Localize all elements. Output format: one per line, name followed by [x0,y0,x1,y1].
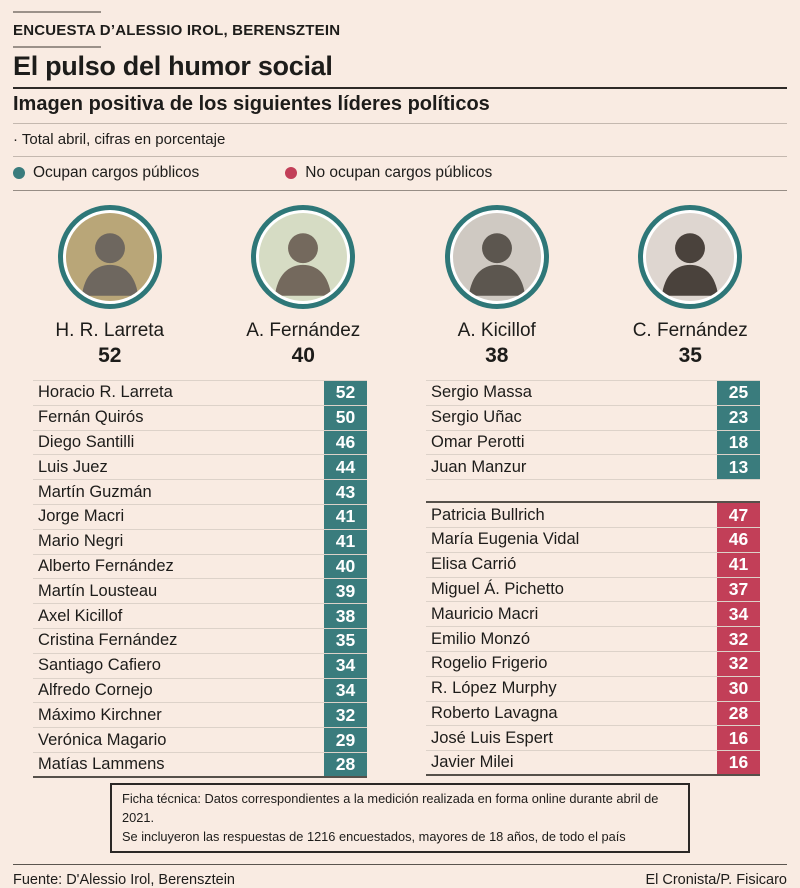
legend [13,157,787,190]
list-row [33,555,367,580]
politician-name: Elisa Carrió [431,555,517,574]
list-row [33,579,367,604]
list-row [33,505,367,530]
leader-name: H. R. Larreta [55,320,165,341]
value-box: 34 [717,602,760,626]
kicker: ENCUESTA D’ALESSIO IROL, BERENSZTEIN [13,22,341,39]
value-box: 52 [324,381,367,405]
featured-card [13,198,207,368]
person-silhouette-icon [646,213,734,301]
value-box: 34 [324,679,367,703]
featured-leaders [13,198,787,368]
left-column [33,380,367,778]
list-row [33,431,367,456]
list-row [426,702,760,727]
leader-name: C. Fernández [632,320,748,341]
value-box: 43 [324,480,367,504]
politician-name: Sergio Uñac [431,408,522,427]
value-box: 41 [324,530,367,554]
kicker-underline [13,46,101,48]
legend-item-not-in-office [285,164,492,182]
politician-name: Mario Negri [38,532,124,551]
value-box: 40 [324,555,367,579]
politician-name: Verónica Magario [38,730,167,749]
featured-card [594,198,788,368]
politician-name: Juan Manzur [431,457,527,476]
list-row [426,726,760,751]
avatar [58,205,162,309]
value-box: 37 [717,578,760,602]
list-not-in-office [426,501,760,776]
value-box: 32 [324,703,367,727]
person-silhouette-icon [66,213,154,301]
politician-name: Martín Lousteau [38,581,158,600]
person-silhouette-icon [453,213,541,301]
politician-name: Emilio Monzó [431,629,531,648]
list-row [33,381,367,406]
politician-name: Omar Perotti [431,432,525,451]
chart-subtitle: Imagen positiva de los siguientes líderes políticos [13,93,490,115]
value-box: 13 [717,455,760,479]
list-row [33,455,367,480]
value-box: 34 [324,654,367,678]
value-box: 35 [324,629,367,653]
politician-name: Máximo Kirchner [38,705,162,724]
technical-note-line1: Ficha técnica: Datos correspondientes a la medición realizada en forma online durante abril de 2021. [122,790,659,825]
value-box: 41 [717,553,760,577]
politician-name: Martín Guzmán [38,482,152,501]
politician-name: Miguel Á. Pichetto [431,579,564,598]
value-box: 16 [717,726,760,750]
politician-name: Sergio Massa [431,383,532,402]
value-box: 29 [324,728,367,752]
list-row [33,480,367,505]
legend-item-in-office [13,164,199,182]
publisher-credit: El Cronista/P. Fisicaro [645,872,787,888]
list-row [426,677,760,702]
leader-name: A. Fernández [246,320,361,341]
list-row [426,528,760,553]
leader-value: 38 [485,344,509,367]
value-box: 16 [717,751,760,774]
value-box: 32 [717,652,760,676]
red-dot-icon [285,167,297,179]
politician-name: José Luis Espert [431,728,553,747]
avatar [251,205,355,309]
list-row [33,728,367,753]
list-row [426,652,760,677]
top-rule [13,11,101,13]
politician-name: Axel Kicillof [38,606,123,625]
legend-label: Ocupan cargos públicos [33,164,200,181]
list-row [33,530,367,555]
list-row [426,431,760,456]
politician-name: Jorge Macri [38,507,125,526]
teal-dot-icon [13,167,25,179]
list-in-office-right [426,380,760,480]
list-row [33,753,367,778]
list-row [426,381,760,406]
leader-name: A. Kicillof [457,320,536,341]
list-row [426,751,760,776]
value-box: 32 [717,627,760,651]
technical-note-line2: Se incluyeron las respuestas de 1216 encuestados, mayores de 18 años, de todo el país [122,829,626,845]
politician-name: Alberto Fernández [38,556,174,575]
portrait-photo [66,213,154,301]
list-row [426,578,760,603]
list-row [426,503,760,528]
politician-name: Luis Juez [38,457,108,476]
list-row [426,627,760,652]
infographic-page [0,11,800,888]
divider [13,190,787,191]
value-box: 23 [717,406,760,430]
value-box: 46 [717,528,760,552]
value-box: 25 [717,381,760,405]
avatar [638,205,742,309]
list-row [33,604,367,629]
list-row [426,553,760,578]
list-row [33,629,367,654]
politician-name: Javier Milei [431,753,514,772]
list-row [426,602,760,627]
technical-note-box [110,783,690,854]
list-row [33,703,367,728]
list-row [33,406,367,431]
list-gap [426,480,760,501]
list-row [33,654,367,679]
leader-value: 40 [291,344,315,367]
value-box: 46 [324,431,367,455]
politician-name: Alfredo Cornejo [38,680,153,699]
page-title: El pulso del humor social [13,51,333,81]
leader-value: 52 [98,344,122,367]
politician-name: Rogelio Frigerio [431,654,548,673]
featured-card [207,198,401,368]
legend-label: No ocupan cargos públicos [305,164,493,181]
politician-name: Matías Lammens [38,754,165,773]
politician-name: Cristina Fernández [38,631,178,650]
politician-name: Mauricio Macri [431,604,539,623]
featured-card [400,198,594,368]
value-box: 50 [324,406,367,430]
list-row [426,406,760,431]
source-credit: Fuente: D'Alessio Irol, Berensztein [13,872,235,888]
politician-name: Horacio R. Larreta [38,383,173,402]
value-box: 47 [717,503,760,527]
leader-value: 35 [678,344,702,367]
value-box: 39 [324,579,367,603]
value-box: 38 [324,604,367,628]
footer [13,864,787,888]
politician-name: Roberto Lavagna [431,703,558,722]
portrait-photo [259,213,347,301]
value-box: 28 [324,753,367,776]
value-box: 41 [324,505,367,529]
list-in-office-left [33,380,367,778]
right-column [426,380,760,778]
value-box: 44 [324,455,367,479]
value-box: 30 [717,677,760,701]
politician-name: R. López Murphy [431,679,557,698]
portrait-photo [453,213,541,301]
politician-name: Patricia Bullrich [431,505,545,524]
person-silhouette-icon [259,213,347,301]
ranking-lists [13,380,787,778]
politician-name: María Eugenia Vidal [431,530,580,549]
list-row [426,455,760,480]
avatar [445,205,549,309]
portrait-photo [646,213,734,301]
politician-name: Santiago Cafiero [38,656,161,675]
list-row [33,679,367,704]
value-box: 18 [717,431,760,455]
chart-note: · Total abril, cifras en porcentaje [13,131,226,148]
value-box: 28 [717,702,760,726]
politician-name: Fernán Quirós [38,408,144,427]
politician-name: Diego Santilli [38,432,135,451]
